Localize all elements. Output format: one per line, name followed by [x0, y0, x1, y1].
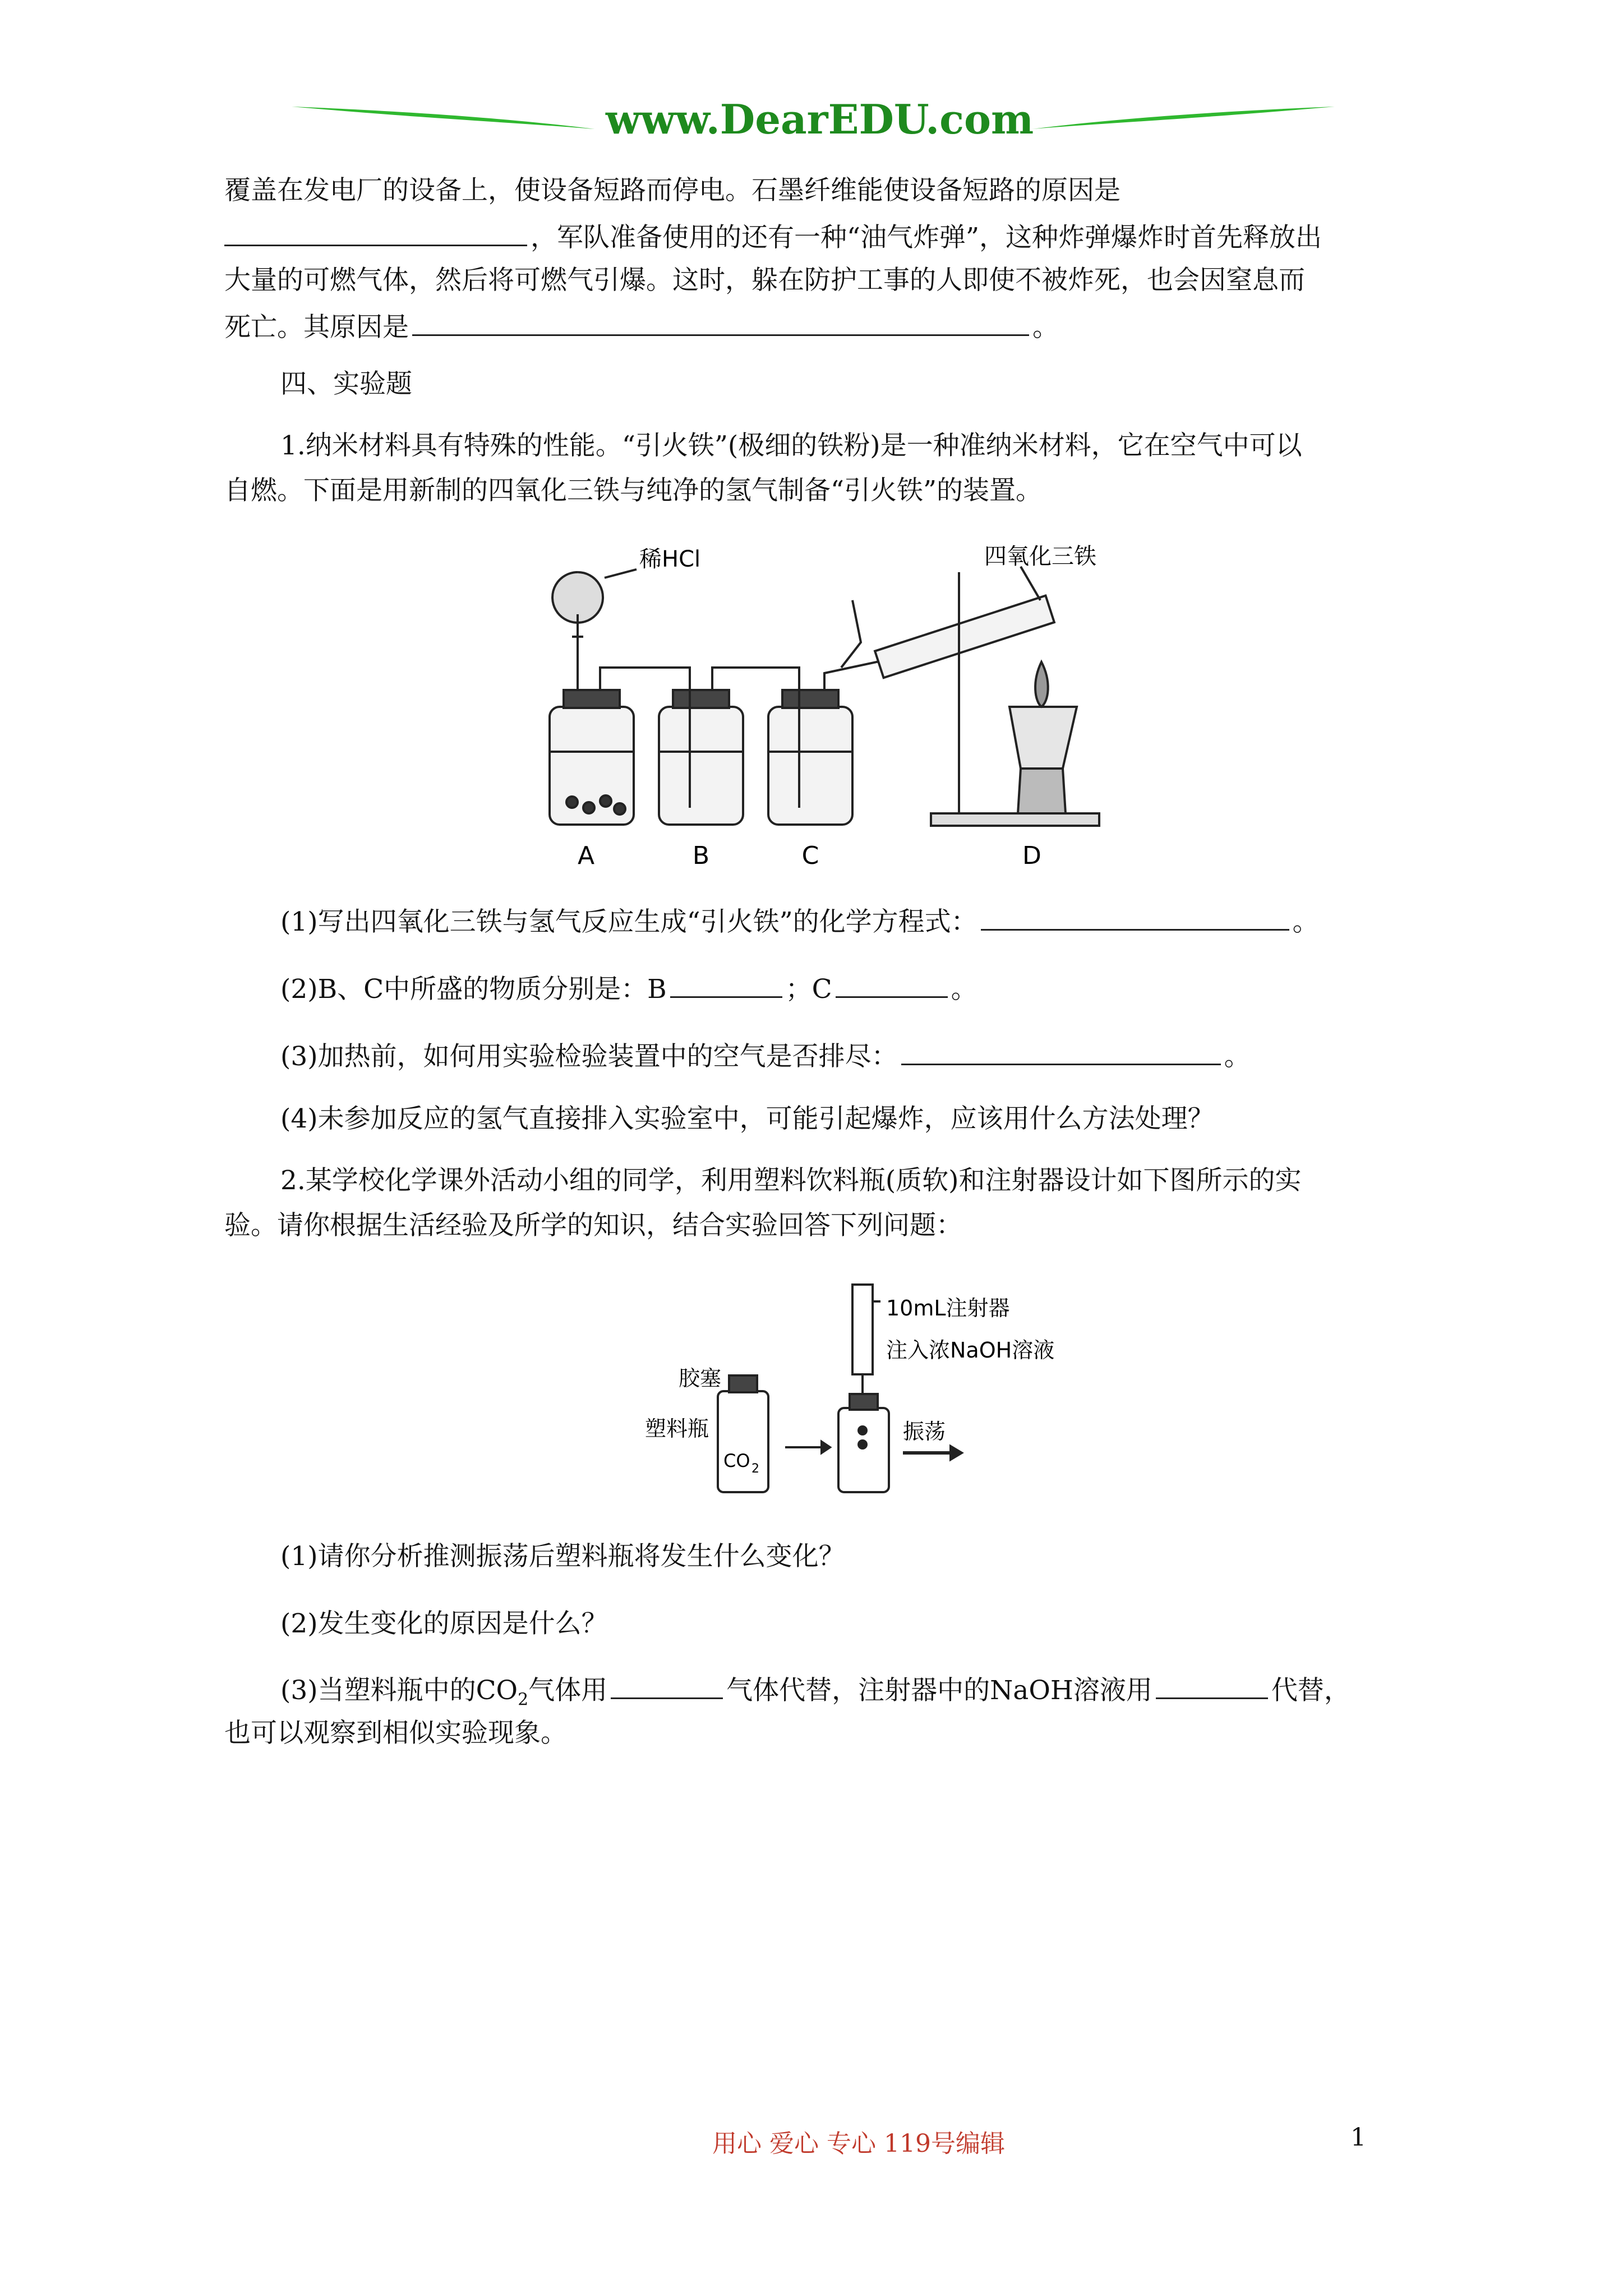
page-number: 1 [1350, 2123, 1366, 2152]
stand-base [931, 813, 1099, 826]
plastic-bottle-2 [838, 1408, 889, 1492]
label-syringe: 10mL注射器 [886, 1296, 1010, 1320]
left-swoosh [292, 107, 594, 129]
apparatus-figure [538, 539, 1155, 875]
label-bottle: 塑料瓶 [645, 1416, 709, 1441]
bottle-a-stopper [564, 690, 620, 708]
zinc-granule [583, 802, 594, 813]
q1-line-2: 自燃。下面是用新制的四氧化三铁与纯净的氢气制备“引火铁”的装置。 [224, 475, 1043, 506]
answer-blank[interactable] [1156, 1666, 1268, 1699]
q1-sub-2-end: 。 [951, 974, 978, 1005]
tube-b-c [712, 668, 799, 690]
bottle-b-stopper [673, 690, 729, 708]
q1-line-1: 1.纳米材料具有特殊的性能。“引火铁”(极细的铁粉)是一种准纳米材料，它在空气中可以 [280, 430, 1302, 461]
alcohol-burner [1018, 769, 1066, 813]
intro-line-3: 大量的可燃气体，然后将可燃气引爆。这时，躲在防护工事的人即使不被炸死，也会因窒息而 [224, 265, 1305, 296]
bottle-c-stopper [782, 690, 838, 708]
section-title: 四、实验题 [280, 369, 412, 399]
q1-sub-3-end: 。 [1224, 1041, 1251, 1072]
zinc-granule [614, 803, 625, 815]
q2-sub-3-line-2: 也可以观察到相似实验现象。 [224, 1718, 567, 1749]
intro-line-4-post: 。 [1032, 312, 1059, 343]
label-a: A [577, 841, 595, 870]
label-co2: CO [723, 1450, 750, 1471]
label-naoh: 注入浓NaOH溶液 [886, 1338, 1055, 1363]
label-hcl: 稀HCl [639, 546, 701, 572]
answer-blank[interactable] [981, 898, 1289, 931]
label-b: B [692, 841, 710, 870]
q2-sub-2: (2)发生变化的原因是什么？ [280, 1608, 608, 1639]
q2-sub-3-text: (3)当塑料瓶中的CO [280, 1675, 518, 1706]
tube-a-b [600, 668, 690, 690]
site-url[interactable]: www.DearEDU.com [606, 95, 1034, 143]
q2-sub-3-mid1: 气体用 [528, 1675, 608, 1706]
rubber-stopper [729, 1375, 757, 1392]
intro-line-4-pre: 死亡。其原因是 [224, 312, 409, 343]
bottle-c [768, 707, 852, 825]
label-fe3o4: 四氧化三铁 [984, 544, 1096, 569]
answer-blank[interactable] [836, 965, 948, 998]
answer-blank[interactable] [224, 213, 527, 246]
zinc-granule [566, 797, 578, 808]
bottle-syringe-figure [639, 1279, 1088, 1503]
q2-sub-3-end: 代替， [1271, 1675, 1350, 1706]
fe3o4-leader [1021, 567, 1040, 600]
shake-arrowhead [951, 1446, 962, 1460]
q1-sub-3 [280, 1032, 1251, 1079]
zinc-granule [600, 795, 611, 807]
right-swoosh [1032, 107, 1335, 129]
q1-sub-3-text: (3)加热前，如何用实验检验装置中的空气是否排尽： [280, 1041, 898, 1072]
bottle-b [659, 707, 743, 825]
intro-line-2-text: ，军队准备使用的还有一种“油气炸弹”，这种炸弹爆炸时首先释放出 [531, 222, 1322, 253]
footer-text: 用心 爱心 专心 119号编辑 [712, 2129, 1005, 2158]
flame [1035, 662, 1048, 707]
hcl-leader [605, 569, 637, 578]
label-co2-subscript: 2 [751, 1462, 759, 1476]
label-shake: 振荡 [903, 1419, 946, 1444]
naoh-drop [859, 1441, 866, 1448]
q2-sub-3-mid2: 气体代替，注射器中的NaOH溶液用 [726, 1675, 1152, 1706]
burner-shield [1009, 707, 1077, 769]
intro-line-1: 覆盖在发电厂的设备上，使设备短路而停电。石墨纤维能使设备短路的原因是 [224, 175, 1121, 206]
reaction-tube [875, 596, 1054, 678]
q1-sub-1-text: (1)写出四氧化三铁与氢气反应生成“引火铁”的化学方程式： [280, 907, 978, 937]
label-c: C [801, 841, 819, 870]
answer-blank[interactable] [611, 1666, 723, 1699]
q1-sub-2-text: (2)B、C中所盛的物质分别是：B [280, 974, 667, 1005]
label-d: D [1022, 841, 1041, 870]
rubber-stopper-2 [850, 1394, 878, 1410]
q2-sub-1: (1)请你分析推测振荡后塑料瓶将发生什么变化？ [280, 1541, 845, 1572]
header-logo [292, 90, 1335, 151]
naoh-drop [859, 1427, 866, 1434]
answer-blank[interactable] [901, 1032, 1221, 1065]
q2-line-1: 2.某学校化学课外活动小组的同学，利用塑料饮料瓶(质软)和注射器设计如下图所示的实 [280, 1165, 1302, 1196]
q1-sub-1-end: 。 [1292, 907, 1319, 937]
label-stopper: 胶塞 [679, 1366, 722, 1391]
q1-sub-2-mid: ；C [785, 974, 832, 1005]
answer-blank[interactable] [670, 965, 782, 998]
q2-line-2: 验。请你根据生活经验及所学的知识，结合实验回答下列问题： [224, 1210, 962, 1241]
exhaust-tube [841, 600, 861, 668]
answer-blank[interactable] [412, 303, 1029, 336]
co2-subscript: 2 [518, 1690, 529, 1710]
q1-sub-2 [280, 965, 978, 1012]
syringe-barrel [852, 1285, 873, 1374]
q1-sub-1 [280, 898, 1319, 945]
q1-sub-4: (4)未参加反应的氢气直接排入实验室中，可能引起爆炸，应该用什么方法处理？ [280, 1103, 1214, 1134]
intro-line-2 [224, 213, 1322, 260]
process-arrowhead [822, 1442, 830, 1453]
intro-line-4 [224, 303, 1059, 350]
plastic-bottle [718, 1391, 768, 1492]
